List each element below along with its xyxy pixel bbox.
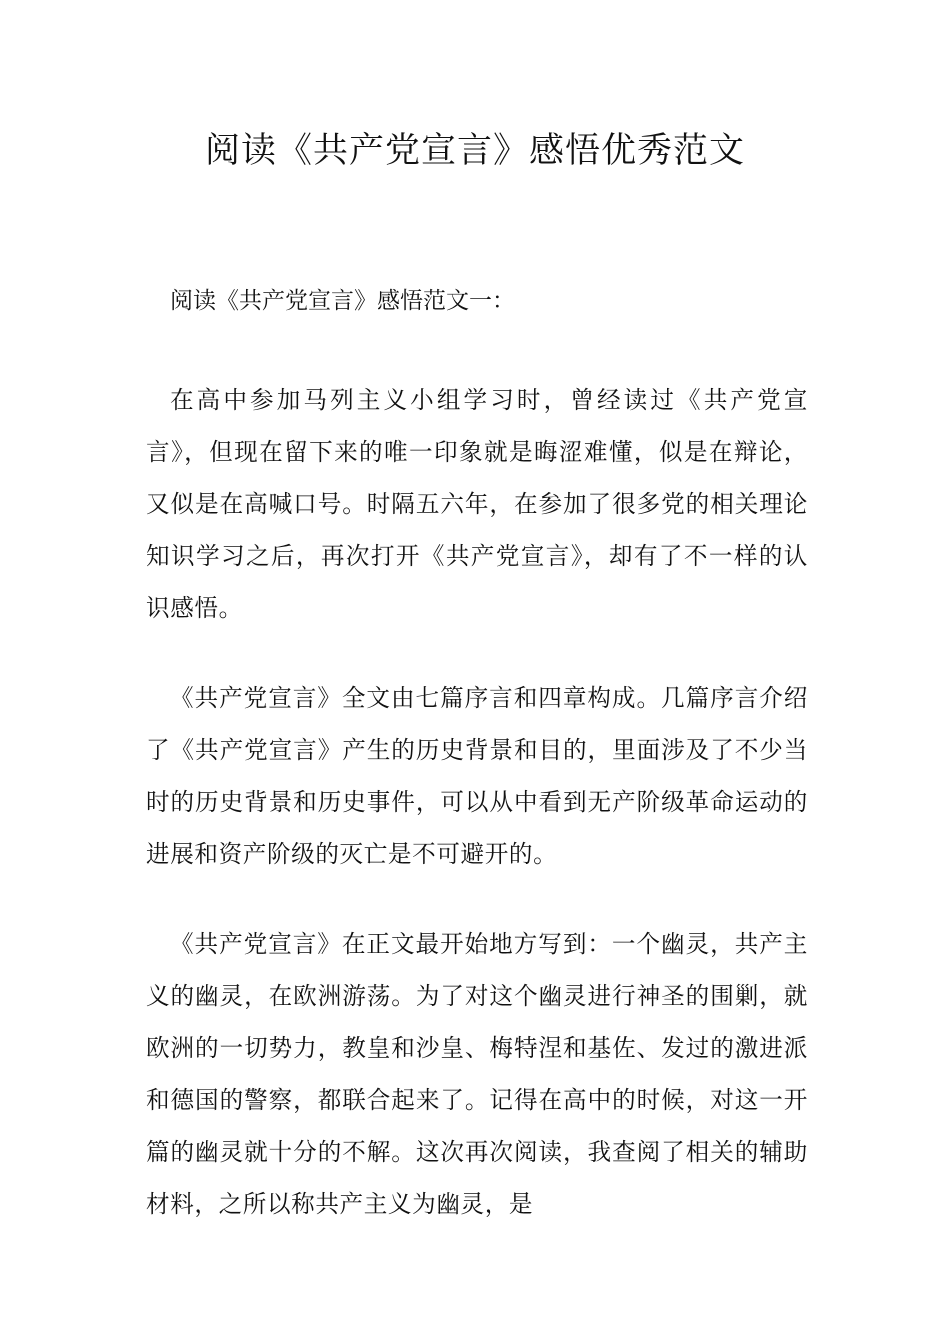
paragraph-2: 《共产党宣言》全文由七篇序言和四章构成。几篇序言介绍了《共产党宣言》产生的历史背景和目的，里面涉及了不少当时的历史背景和历史事件，可以从中看到无产阶级革命运动的进展和资产阶级的灭亡是不可避开的。: [146, 684, 808, 868]
paragraph-1: 在高中参加马列主义小组学习时，曾经读过《共产党宣言》，但现在留下来的唯一印象就是晦涩难懂，似是在辩论，又似是在高喊口号。时隔五六年，在参加了很多党的相关理论知识学习之后，再次打开《共产党宣言》，却有了不一样的认识感悟。: [146, 386, 808, 622]
section-heading: 阅读《共产党宣言》感悟范文一：: [170, 288, 515, 314]
paragraph-3: 《共产党宣言》在正文最开始地方写到：一个幽灵，共产主义的幽灵，在欧洲游荡。为了对这个幽灵进行神圣的围剿，就欧洲的一切势力，教皇和沙皇、梅特涅和基佐、发过的激进派和德国的警察，都联合起来了。记得在高中的时候，对这一开篇的幽灵就十分的不解。这次再次阅读，我查阅了相关的辅助材料，之所以称共产主义为幽灵，是: [146, 930, 808, 1218]
document-title: 阅读《共产党宣言》感悟优秀范文: [204, 131, 745, 171]
